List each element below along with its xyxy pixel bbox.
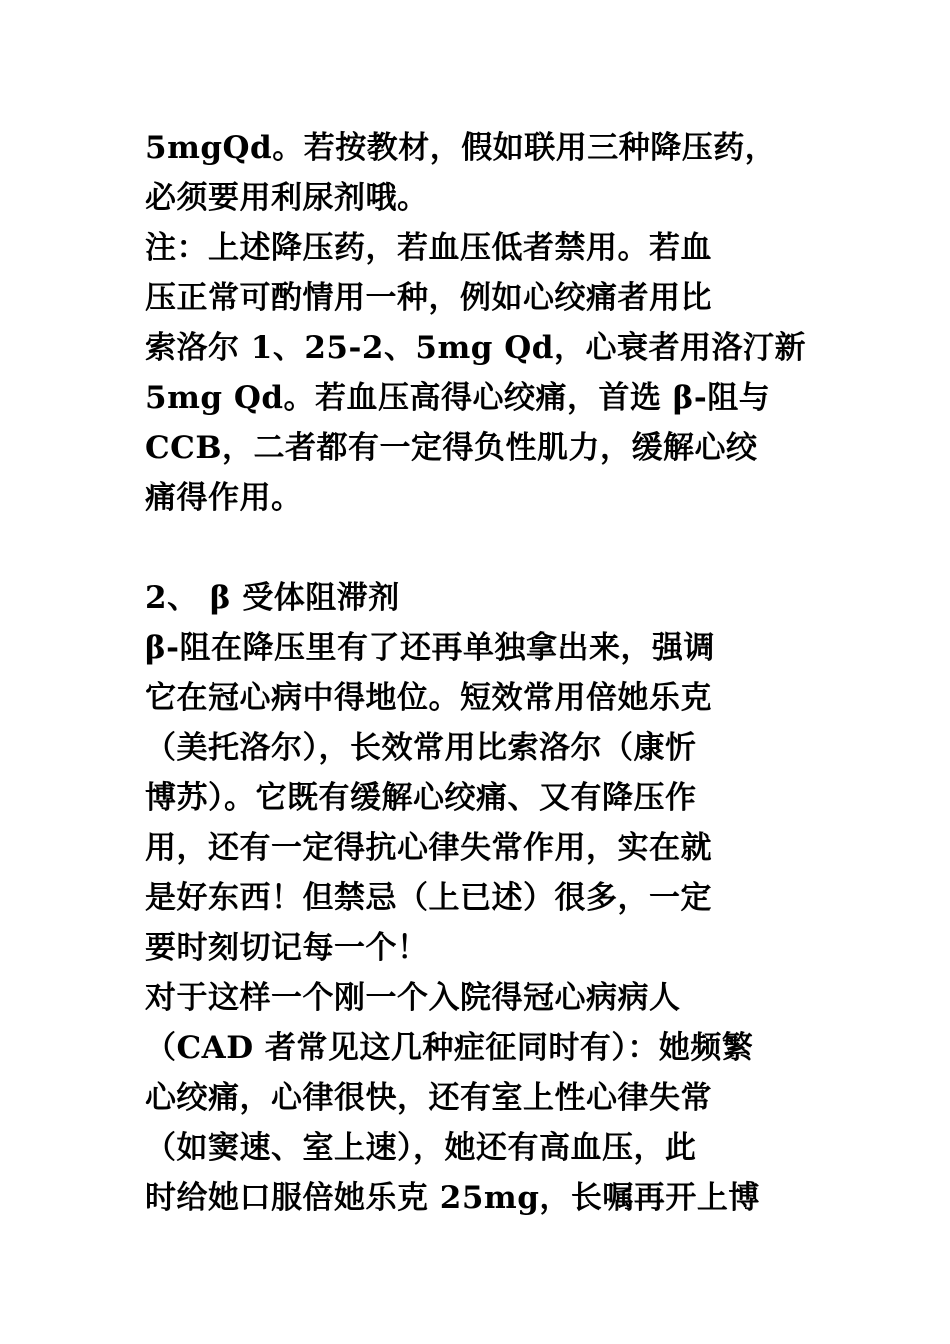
text-line: 是好东西！但禁忌（上已述）很多，一定 [145,880,712,916]
text-line: 必须要用利尿剂哦。 [145,180,429,216]
text-line: 压正常可酌情用一种，例如心绞痛者用比 [145,280,712,316]
text-line: CCB，二者都有一定得负性肌力，缓解心绞 [145,430,758,466]
text-line: 5mgQd。若按教材，假如联用三种降压药， [145,130,777,166]
text-line: 对于这样一个刚一个入院得冠心病病人 [145,980,681,1016]
document-body [145,123,810,1223]
text-line: （CAD 者常见这几种症征同时有）：她频繁 [145,1030,754,1066]
text-line: 要时刻切记每一个！ [145,930,429,966]
text-line: β-阻在降压里有了还再单独拿出来，强调 [145,630,715,666]
text-line: 时给她口服倍她乐克 25mg，长嘱再开上博 [145,1180,760,1216]
text-line: 心绞痛，心律很快，还有室上性心律失常 [145,1080,712,1116]
text-line: 痛得作用。 [145,480,303,516]
text-line: 索洛尔 1、25-2、5mg Qd，心衰者用洛汀新 [145,330,806,366]
text-line: （如窦速、室上速），她还有高血压，此 [145,1130,697,1166]
text-line: （美托洛尔），长效常用比索洛尔（康忻 [145,730,697,766]
paragraph-gap [145,523,810,573]
text-line: 用，还有一定得抗心律失常作用，实在就 [145,830,712,866]
text-line: 它在冠心病中得地位。短效常用倍她乐克 [145,680,712,716]
text-line: 5mg Qd。若血压高得心绞痛，首选 β-阻与 [145,380,771,416]
text-line: 博苏）。它既有缓解心绞痛、又有降压作 [145,780,697,816]
text-line: 注：上述降压药，若血压低者禁用。若血 [145,230,712,266]
section-heading: 2、 β 受体阻滞剂 [145,580,400,616]
